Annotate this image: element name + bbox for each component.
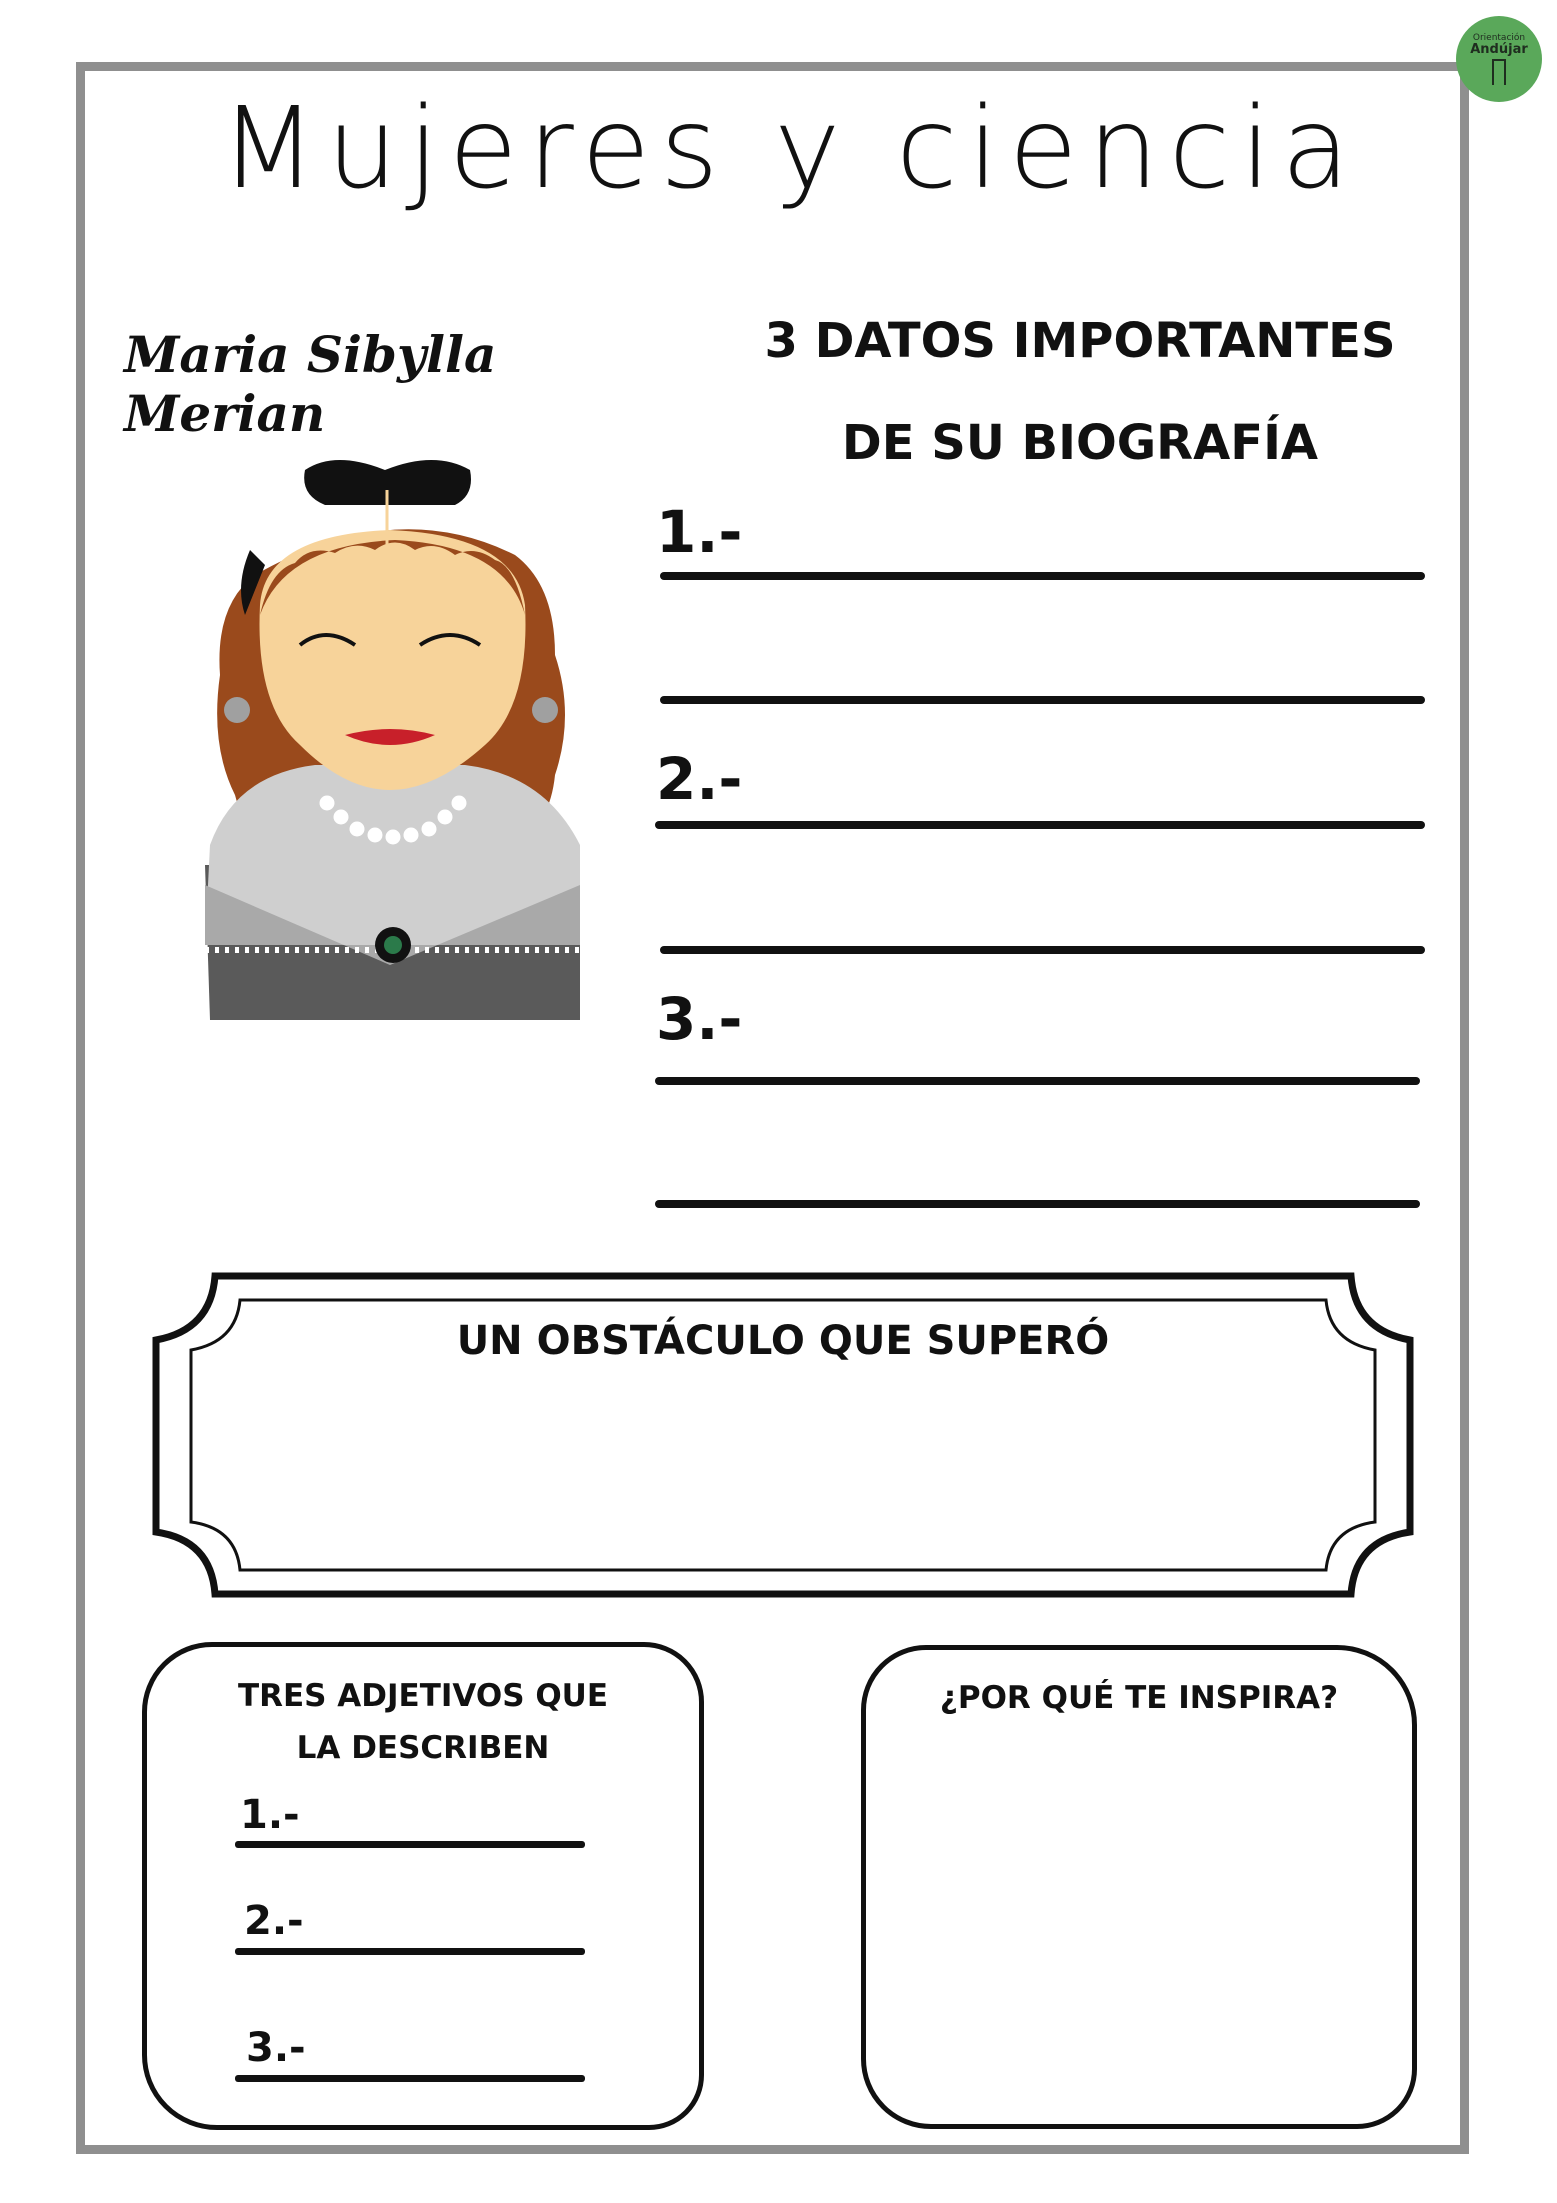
adjective-2-label: 2.- [244, 1898, 304, 1944]
fact-1-label: 1.- [656, 498, 743, 566]
facts-heading-line2: DE SU BIOGRAFÍA [841, 415, 1319, 471]
page-title: Mujeres y ciencia [220, 84, 1360, 214]
right-earring [532, 697, 558, 723]
left-earring [224, 697, 250, 723]
adjective-1-line[interactable] [235, 1841, 585, 1848]
fact-1-line-a[interactable] [660, 572, 1425, 580]
logo-text-small: Orientación [1472, 33, 1526, 43]
facts-heading-line1: 3 DATOS IMPORTANTES [764, 313, 1396, 369]
adjective-3-label: 3.- [246, 2025, 306, 2071]
obstacle-answer-area[interactable] [200, 1390, 1366, 1550]
person-name: Maria Sibylla Merian [124, 325, 497, 443]
adjective-3-line[interactable] [235, 2075, 585, 2082]
fact-1-line-b[interactable] [660, 696, 1425, 704]
fact-3-line-b[interactable] [655, 1200, 1420, 1208]
logo-badge [1456, 16, 1542, 102]
logo-text-main: Andújar [1470, 42, 1528, 57]
adjectives-title-line2: LA DESCRIBEN [296, 1730, 550, 1766]
obstacle-title: UN OBSTÁCULO QUE SUPERÓ [456, 1318, 1110, 1364]
portrait-illustration [195, 445, 590, 1020]
fact-3-label: 3.- [656, 985, 743, 1053]
adjectives-title-line1: TRES ADJETIVOS QUE [237, 1678, 609, 1714]
facts-heading [700, 290, 1460, 494]
adjective-2-line[interactable] [235, 1948, 585, 1955]
fact-2-label: 2.- [656, 745, 743, 813]
inspire-title: ¿POR QUÉ TE INSPIRA? [939, 1680, 1339, 1716]
fact-3-line-a[interactable] [655, 1077, 1420, 1085]
inspire-answer-area[interactable] [900, 1740, 1380, 2100]
adjective-1-label: 1.- [240, 1792, 300, 1838]
fact-2-line-a[interactable] [655, 821, 1425, 829]
adjectives-title [142, 1670, 704, 1774]
fact-2-line-b[interactable] [660, 946, 1425, 954]
pencil-icon [1492, 59, 1506, 85]
